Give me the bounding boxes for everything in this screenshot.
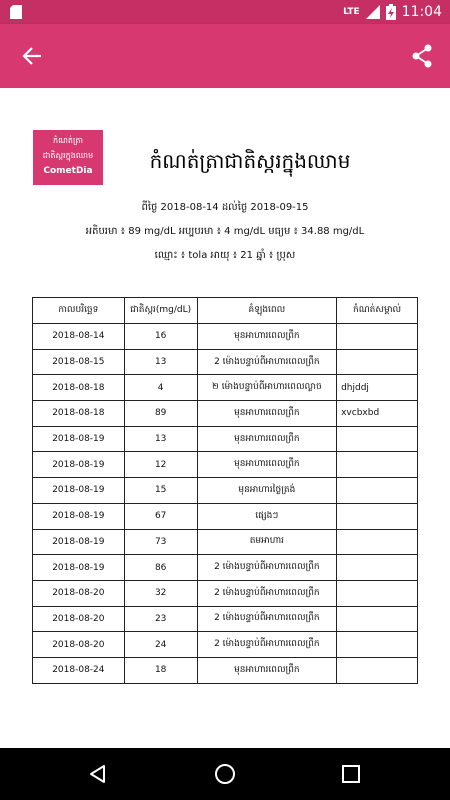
- cell-date: 2018-08-20: [33, 632, 125, 658]
- network-type: LTE: [343, 7, 360, 17]
- date-range: ពីថ្ងៃ 2018-08-14 ដល់ថ្ងៃ 2018-09-15: [141, 202, 309, 213]
- cell-glucose: 15: [124, 478, 197, 504]
- report-content: [0, 88, 450, 748]
- cell-date: 2018-08-15: [33, 349, 125, 375]
- cell-glucose: 86: [124, 555, 197, 581]
- column-header-glucose: ជាតិស្ករ(mg/dL): [124, 298, 197, 324]
- cell-note: [337, 632, 418, 658]
- sd-card-icon: [10, 5, 22, 19]
- cell-note: dhjddj: [337, 375, 418, 401]
- glucose-table: [32, 297, 418, 684]
- cell-note: [337, 580, 418, 606]
- column-header-period: គំឡុងពេល: [197, 298, 336, 324]
- navigation-bar: [0, 748, 450, 800]
- table-row: [33, 503, 418, 529]
- table-row: [33, 580, 418, 606]
- cell-date: 2018-08-19: [33, 478, 125, 504]
- cell-note: [337, 324, 418, 350]
- nav-recents-button[interactable]: [331, 754, 371, 794]
- app-logo: [33, 130, 103, 185]
- cell-date: 2018-08-20: [33, 580, 125, 606]
- cell-date: 2018-08-19: [33, 529, 125, 555]
- cell-date: 2018-08-19: [33, 503, 125, 529]
- logo-line1: កំណត់ត្រា: [53, 136, 83, 145]
- report-title: កំណត់ត្រាជាតិស្ករក្នុងឈាម: [149, 149, 351, 173]
- cell-date: 2018-08-14: [33, 324, 125, 350]
- nav-home-button[interactable]: [205, 754, 245, 794]
- nav-back-button[interactable]: [78, 754, 118, 794]
- cell-glucose: 23: [124, 606, 197, 632]
- table-row: [33, 555, 418, 581]
- cell-period: មុនអាហារពេលព្រឹក: [197, 426, 336, 452]
- cell-glucose: 32: [124, 580, 197, 606]
- cell-period: មុនអាហារពេលព្រឹក: [197, 324, 336, 350]
- recents-square-icon: [342, 765, 360, 783]
- cell-glucose: 13: [124, 426, 197, 452]
- cell-note: xvcbxbd: [337, 401, 418, 427]
- column-header-date: កាលបរិច្ឆេទ: [33, 298, 125, 324]
- cell-glucose: 67: [124, 503, 197, 529]
- cell-date: 2018-08-20: [33, 606, 125, 632]
- app-bar: [0, 24, 450, 88]
- cell-period: មុនអាហារពេលព្រឹក: [197, 657, 336, 683]
- cell-glucose: 4: [124, 375, 197, 401]
- cell-note: [337, 349, 418, 375]
- cell-glucose: 24: [124, 632, 197, 658]
- cell-note: [337, 555, 418, 581]
- cell-period: មុនអាហារថ្ងៃត្រង់: [197, 478, 336, 504]
- cell-date: 2018-08-19: [33, 426, 125, 452]
- back-triangle-icon: [88, 764, 108, 784]
- status-bar: [0, 0, 450, 24]
- cell-date: 2018-08-24: [33, 657, 125, 683]
- table-row: [33, 375, 418, 401]
- logo-brand: CometDia: [43, 166, 93, 176]
- signal-icon: [366, 5, 380, 19]
- cell-note: [337, 657, 418, 683]
- table-row: [33, 349, 418, 375]
- cell-date: 2018-08-19: [33, 452, 125, 478]
- table-row: [33, 426, 418, 452]
- share-icon: [411, 44, 433, 68]
- cell-glucose: 18: [124, 657, 197, 683]
- cell-period: 2 ម៉ោងបន្ទាប់ពីអាហារពេលព្រឹក: [197, 580, 336, 606]
- cell-note: [337, 452, 418, 478]
- cell-period: មុនអាហារពេលព្រឹក: [197, 452, 336, 478]
- cell-glucose: 12: [124, 452, 197, 478]
- cell-note: [337, 529, 418, 555]
- cell-glucose: 13: [124, 349, 197, 375]
- table-row: [33, 529, 418, 555]
- status-bar-right: [343, 0, 442, 24]
- table-row: [33, 478, 418, 504]
- cell-period: 2 ម៉ោងបន្ទាប់ពីអាហារពេលព្រឹក: [197, 349, 336, 375]
- cell-period: ២ ម៉ោងបន្ទាប់ពីអាហារពេលល្ងាច: [197, 375, 336, 401]
- cell-note: [337, 478, 418, 504]
- table-row: [33, 606, 418, 632]
- glucose-stats: អតិបរមា ៖ 89 mg/dL អប្បបរមា ៖ 4 mg/dL មធ្យម ៖ 34.88 mg/dL: [85, 226, 365, 237]
- arrow-back-icon: [22, 46, 42, 66]
- cell-period: 2 ម៉ោងបន្ទាប់ពីអាហារពេលព្រឹក: [197, 632, 336, 658]
- patient-info: ឈ្មោះ ៖ tola អាយុ ៖ 21 ឆ្នាំ ៖ ប្រុស: [154, 250, 296, 261]
- cell-note: [337, 426, 418, 452]
- share-button[interactable]: [400, 34, 444, 78]
- cell-date: 2018-08-18: [33, 401, 125, 427]
- cell-date: 2018-08-19: [33, 555, 125, 581]
- cell-glucose: 16: [124, 324, 197, 350]
- cell-period: ផ្សេងៗ: [197, 503, 336, 529]
- cell-glucose: 89: [124, 401, 197, 427]
- clock: 11:04: [401, 4, 442, 20]
- column-header-note: កំណត់សម្គាល់: [337, 298, 418, 324]
- cell-note: [337, 503, 418, 529]
- cell-glucose: 73: [124, 529, 197, 555]
- table-row: [33, 452, 418, 478]
- battery-charging-icon: [386, 4, 396, 20]
- table-body: [33, 324, 418, 684]
- home-circle-icon: [214, 763, 236, 785]
- cell-period: 2 ម៉ោងបន្ទាប់ពីអាហារពេលព្រឹក: [197, 555, 336, 581]
- cell-period: តមអាហារ: [197, 529, 336, 555]
- cell-date: 2018-08-18: [33, 375, 125, 401]
- cell-period: មុនអាហារពេលព្រឹក: [197, 401, 336, 427]
- back-button[interactable]: [10, 34, 54, 78]
- cell-note: [337, 606, 418, 632]
- logo-line2: ជាតិស្ករក្នុងឈាម: [42, 151, 94, 160]
- table-row: [33, 632, 418, 658]
- table-row: [33, 657, 418, 683]
- table-header-row: [33, 298, 418, 324]
- cell-period: 2 ម៉ោងបន្ទាប់ពីអាហារពេលព្រឹក: [197, 606, 336, 632]
- table-row: [33, 401, 418, 427]
- table-row: [33, 324, 418, 350]
